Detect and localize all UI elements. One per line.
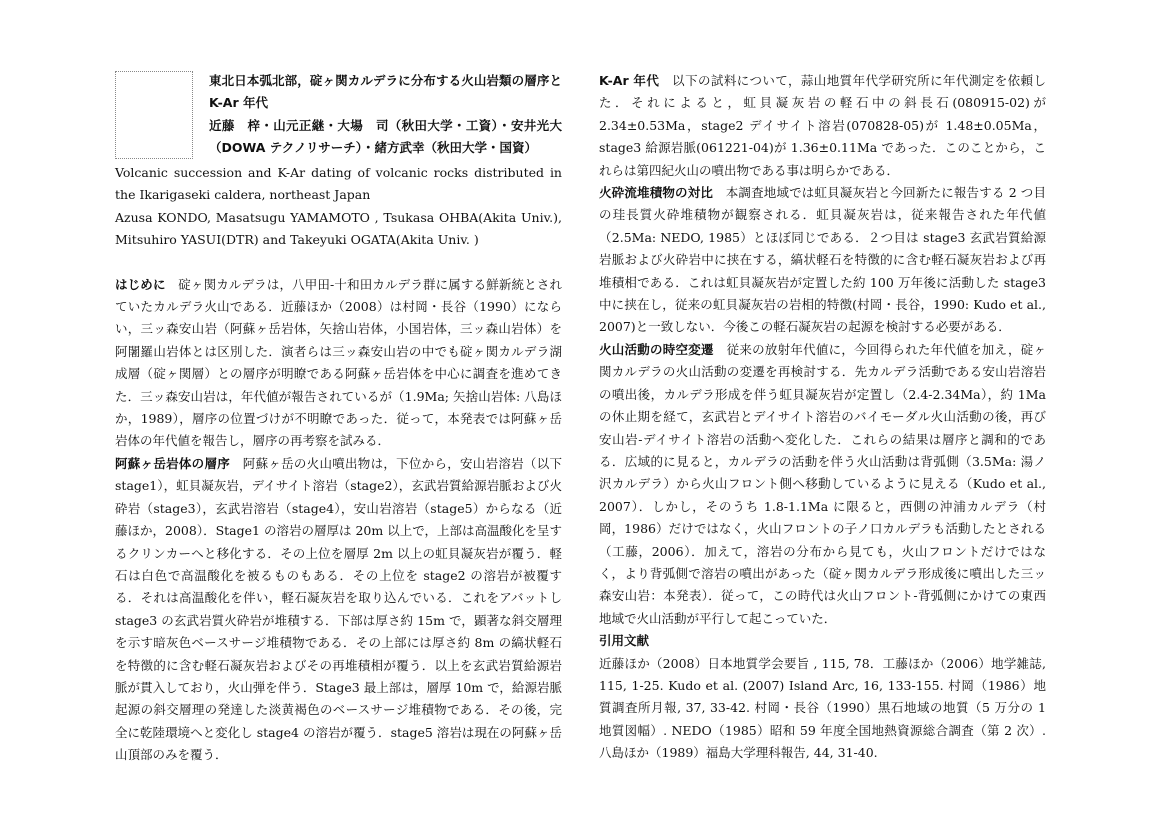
volc-heading: 火山活動の時空変遷 — [599, 341, 714, 357]
right-column — [599, 70, 1046, 765]
title-ja: 東北日本弧北部，碇ヶ関カルデラに分布する火山岩類の層序と K-Ar 年代 — [209, 73, 562, 111]
pyro-body: 本調査地域では虹貝凝灰岩と今回新たに報告する 2 つ目の珪長質火砕堆積物が観察される．虹貝凝灰岩は，従来報告された年代値（2.5Ma: NEDO, 1985）とほぼ同じである．２つ目は stage3 玄武岩質給源岩脈および火砕岩中に挟在する，縞状軽石を特徴的に含む軽石凝灰岩および再堆積相である．これは虹貝凝灰岩が定置した約 100 万年後に活動した stage3 中に挟在し，従来の虹貝凝灰岩の岩相的特徴(村岡・長谷，1990: Kudo et al., 2007)と一致しない．今後この軽石凝灰岩の起源を検討する必要がある． — [599, 185, 1046, 335]
refs-heading: 引用文献 — [599, 633, 650, 649]
left-column — [115, 70, 562, 767]
pyro-paragraph — [599, 182, 1046, 339]
volc-paragraph — [599, 339, 1046, 630]
photo-placeholder — [115, 71, 193, 159]
header — [115, 70, 562, 162]
refs-body: 近藤ほか（2008）日本地質学会要旨 , 115, 78．工藤ほか（2006）地学雑誌, 115, 1-25. Kudo et al. (2007) Island Arc, 16, 133-155. 村岡（1986）地質調査所月報, 37, 33-42. 村岡・長谷（1990）黒石地域の地質（5 万分の 1 地質図幅）. NEDO（1985）昭和 59 年度全国地熱資源総合調査（第 2 次）. 八島ほか（1989）福島大学理科報告, 44, 31-40. — [599, 655, 1046, 761]
volc-body: 従来の放射年代値に，今回得られた年代値を加え，碇ヶ関カルデラの火山活動の変遷を再検討する．先カルデラ活動である安山岩溶岩の噴出後，カルデラ形成を伴う虹貝凝灰岩が定置し（2.4-2.34Ma），約 1Ma の休止期を経て，玄武岩とデイサイト溶岩のバイモーダル火山活動の後，再び安山岩-デイサイト溶岩の活動へ変化した．これらの結果は層序と調和的である．広域的に見ると，カルデラの活動を伴う火山活動は背弧側（3.5Ma: 湯ノ沢カルデラ）から火山フロント側へ移動しているように見える（Kudo et al., 2007）．しかし，そのうち 1.8-1.1Ma に限ると，西側の沖浦カルデラ（村岡，1986）だけではなく，火山フロントの子ノ口カルデラも活動したとされる（工藤，2006）．加えて，溶岩の分布から見ても，火山フロントだけではなく，より背弧側で溶岩の噴出があった（碇ヶ関カルデラ形成後に噴出した三ッ森安山岩：本発表）．従って，この時代は火山フロント-背弧側にかけての東西地域で火山活動が平行して起こっていた． — [599, 341, 1046, 626]
strat-paragraph — [115, 453, 562, 767]
authors-en: Azusa KONDO, Masatsugu YAMAMOTO , Tsukasa OHBA(Akita Univ.), Mitsuhiro YASUI(DTR) and Takeyuki OGATA(Akita Univ. ) — [115, 209, 562, 248]
strat-body: 阿蘇ヶ岳の火山噴出物は，下位から，安山岩溶岩（以下 stage1），虹貝凝灰岩，デイサイト溶岩（stage2），玄武岩質給源岩脈および火砕岩（stage3），玄武岩溶岩（stage4），安山岩溶岩（stage5）からなる（近藤ほか，2008）．Stage1 の溶岩の層厚は 20m 以上で，上部は高温酸化を呈するクリンカーへと移化する．その上位を層厚 2m 以上の虹貝凝灰岩が覆う．軽石は白色で高温酸化を被るものもある．その上位を stage2 の溶岩が被覆する．それは高温酸化を伴い，軽石凝灰岩を取り込んでいる．これをアバットし stage3 の玄武岩質火砕岩が堆積する．下部は厚さ約 15m で，顕著な斜交層理を示す暗灰色ベースサージ堆積物である．その上部には厚さ約 8m の縞状軽石を特徴的に含む軽石凝灰岩およびその再堆積相が覆う．以上を玄武岩質給源岩脈が貫入しており，火山弾を伴う．Stage3 最上部は，層厚 10m で，給源岩脈起源の斜交層理の発達した淡黄褐色のベースサージ堆積物である．その後，完全に乾陸環境へと変化し stage4 の溶岩が覆う．stage5 溶岩は現在の阿蘇ヶ岳山頂部のみを覆う． — [115, 455, 562, 763]
title-en: Volcanic succession and K-Ar dating of volcanic rocks distributed in the Ikarigaseki caldera, northeast Japan — [115, 165, 562, 203]
kar-paragraph — [599, 70, 1046, 182]
kar-heading: K-Ar 年代 — [599, 73, 660, 88]
strat-heading: 阿蘇ヶ岳岩体の層序 — [115, 455, 231, 471]
intro-heading: はじめに — [115, 276, 166, 292]
kar-body: 以下の試料について，蒜山地質年代学研究所に年代測定を依頼した．それによると，虹貝凝灰岩の軽石中の斜長石(080915-02)が 2.34±0.53Ma，stage2 デイサイト溶岩(070828-05)が 1.48±0.05Ma，stage3 給源岩脈(061221-04)が 1.36±0.11Ma であった．このことから，これらは第四紀火山の噴出物である事は明らかである． — [599, 73, 1046, 178]
intro-body: 碇ヶ関カルデラは，八甲田-十和田カルデラ群に属する鮮新統とされていたカルデラ火山である．近藤ほか（2008）は村岡・長谷（1990）にならい，三ッ森安山岩（阿蘇ヶ岳岩体，矢捨山岩体，小国岩体，三ッ森山岩体）を阿闍羅山岩体とは区別した．演者らは三ッ森安山岩の中でも碇ヶ関カルデラ湖成層（碇ヶ関層）との層序が明瞭である阿蘇ヶ岳岩体を中心に調査を進めてきた．三ッ森安山岩は，年代値が報告されているが（1.9Ma; 矢捨山岩体: 八島ほか，1989），層序の位置づけが不明瞭であった．従って，本発表では阿蘇ヶ岳岩体の年代値を報告し，層序の再考察を試みる． — [115, 276, 562, 449]
authors-ja: 近藤 梓・山元正継・大場 司（秋田大学・工資）・安井光大（DOWA テクノリサーチ）・緒方武幸（秋田大学・国資） — [209, 117, 562, 156]
title-block — [209, 70, 562, 160]
intro-paragraph — [115, 274, 562, 453]
pyro-heading: 火砕流堆積物の対比 — [599, 185, 714, 201]
